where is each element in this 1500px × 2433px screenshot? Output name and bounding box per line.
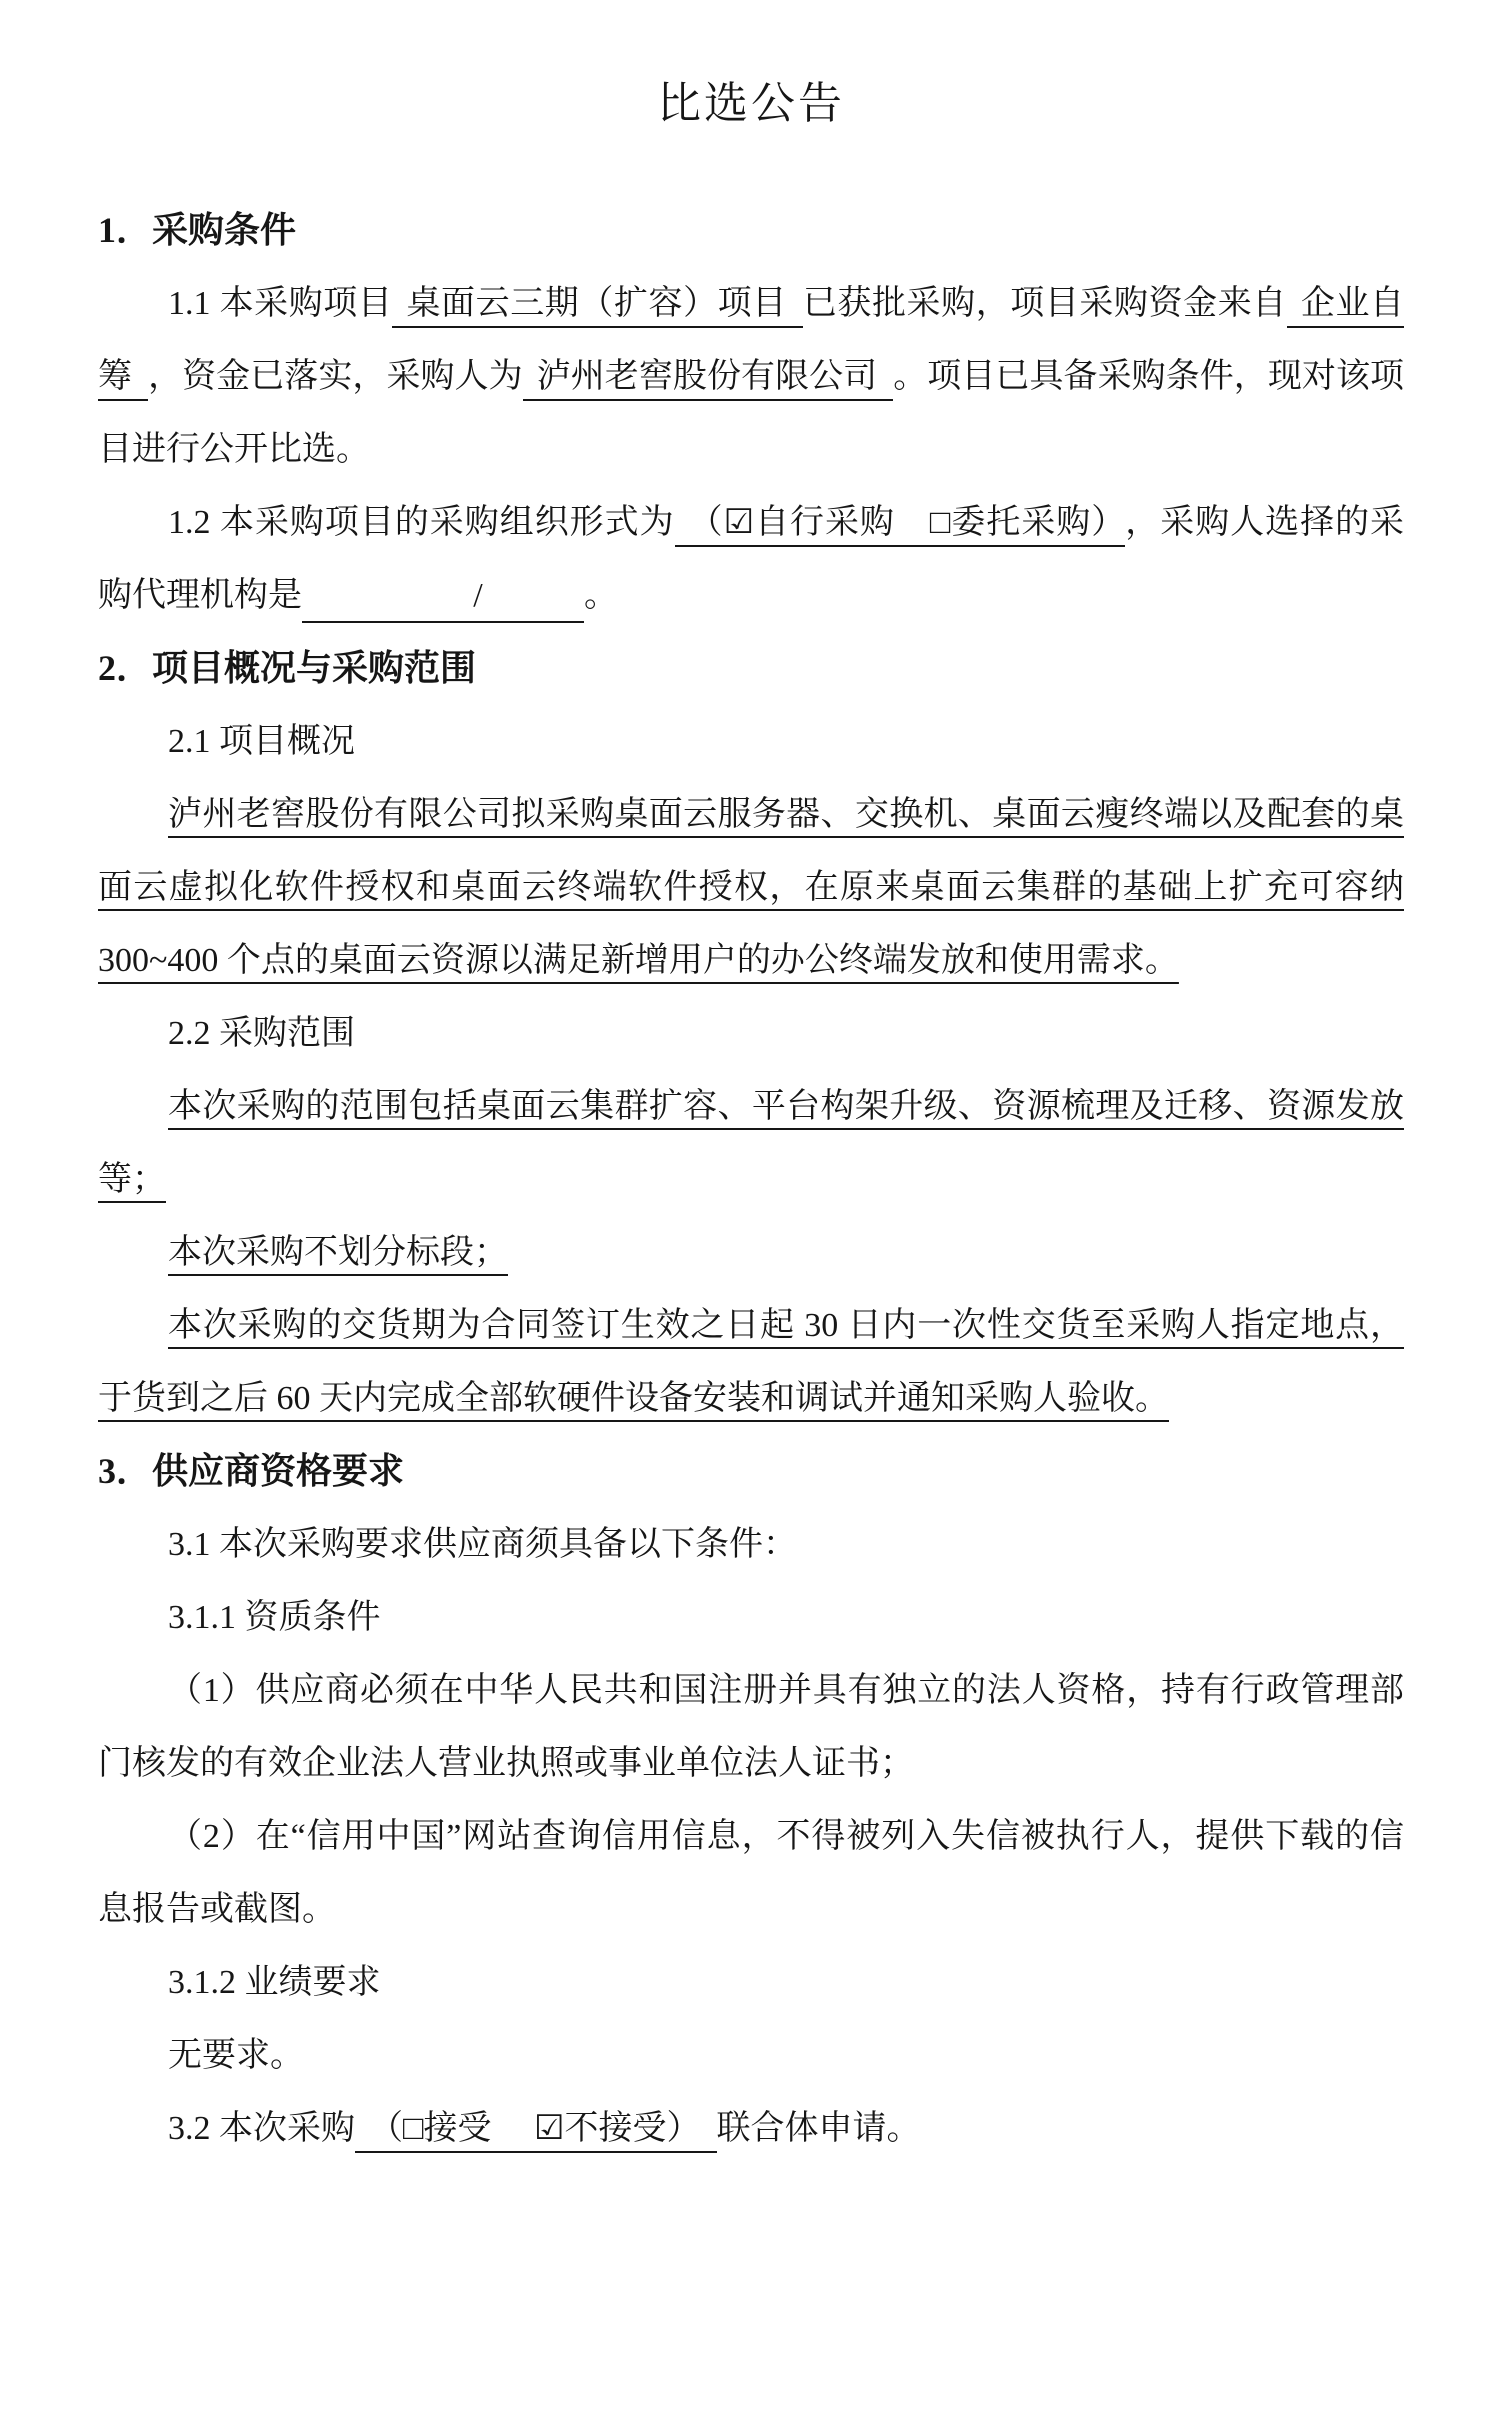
para-2-2-lots — [98, 1216, 1404, 1289]
checkbox-unchecked-icon: □ — [403, 2110, 424, 2153]
checkbox-checked-icon: ☑ — [724, 504, 754, 547]
para-2-1-heading — [98, 705, 1404, 778]
underlined-segment: 自行采购 — [754, 504, 930, 547]
underlined-segment: 接受 — [424, 2110, 535, 2153]
underlined-segment: 不接受） — [565, 2110, 717, 2153]
underlined-segment: 桌面云三期（扩容）项目 — [392, 285, 802, 328]
document-title: 比选公告 — [657, 79, 845, 128]
text-segment: 本次采购的交货期为合同签订生效之日起 30 日内一次性交货至采购人指定地点，于货到之后 60 天内完成全部软硬件设备安装和调试并通知采购人验收。 — [98, 1307, 1404, 1417]
text-segment: 。 — [584, 577, 618, 614]
text-segment: 3.2 本次采购 — [168, 2110, 355, 2147]
para-1-1 — [98, 267, 1404, 486]
text-segment: 2．项目概况与采购范围 — [98, 648, 477, 688]
para-2-2-delivery — [98, 1289, 1404, 1435]
para-3-1-1-item-2 — [98, 1800, 1404, 1946]
document-body — [98, 194, 1404, 2165]
para-2-2-scope — [98, 1070, 1404, 1216]
text-segment: 无要求。 — [168, 2037, 304, 2074]
text-segment: （1）供应商必须在中华人民共和国注册并具有独立的法人资格，持有行政管理部门核发的有效企业法人营业执照或事业单位法人证书； — [98, 1672, 1404, 1782]
para-3-1-1-heading — [98, 1581, 1404, 1654]
text-segment: 1.2 本采购项目的采购组织形式为 — [168, 504, 675, 541]
para-3-1-2-heading — [98, 1946, 1404, 2019]
underlined-segment: 企业自筹 — [98, 285, 1404, 401]
para-1-2 — [98, 486, 1404, 632]
text-segment: 泸州老窖股份有限公司拟采购桌面云服务器、交换机、桌面云瘦终端以及配套的桌面云虚拟化软件授权和桌面云终端软件授权，在原来桌面云集群的基础上扩充可容纳 300~400 个点的桌面云资源以满足新增用户的办公终端发放和使用需求。 — [98, 796, 1404, 979]
checkbox-checked-icon: ☑ — [534, 2110, 564, 2153]
text-segment: 1．采购条件 — [98, 210, 297, 250]
text-segment: 本次采购的范围包括桌面云集群扩容、平台构架升级、资源梳理及迁移、资源发放等； — [98, 1088, 1404, 1198]
text-segment: 联合体申请。 — [716, 2110, 921, 2147]
text-segment: 3.1.2 业绩要求 — [168, 1964, 381, 2001]
agency-blank-field: / — [302, 575, 584, 623]
para-3-1-2-content — [98, 2019, 1404, 2092]
underlined-segment: 委托采购） — [951, 504, 1125, 547]
text-segment: 3.1.1 资质条件 — [168, 1599, 381, 1636]
para-3-2 — [98, 2092, 1404, 2165]
text-segment: 已获批采购，项目采购资金来自 — [802, 285, 1287, 322]
underlined-segment: （ — [675, 504, 724, 547]
para-2-2-heading — [98, 997, 1404, 1070]
text-segment: 2.1 项目概况 — [168, 723, 355, 760]
underlined-segment: 泸州老窖股份有限公司 — [523, 358, 894, 401]
para-3-1-1-item-1 — [98, 1654, 1404, 1800]
section-1-heading — [98, 194, 1404, 267]
text-segment: （2）在“信用中国”网站查询信用信息，不得被列入失信被执行人，提供下载的信息报告或截图。 — [98, 1818, 1404, 1928]
text-segment: 本次采购不划分标段； — [168, 1234, 508, 1271]
section-3-heading — [98, 1435, 1404, 1508]
para-3-1 — [98, 1508, 1404, 1581]
section-2-heading — [98, 632, 1404, 705]
text-segment: ，资金已落实，采购人为 — [148, 358, 523, 395]
text-segment: 3.1 本次采购要求供应商须具备以下条件： — [168, 1526, 797, 1563]
text-segment: 3．供应商资格要求 — [98, 1451, 405, 1491]
underlined-segment: （ — [355, 2110, 403, 2153]
text-segment: 1.1 本采购项目 — [168, 285, 393, 322]
text-segment: ，采购人选择的采购代理机构是 — [98, 504, 1405, 614]
text-segment: 2.2 采购范围 — [168, 1015, 355, 1052]
text-segment: 。项目已具备采购条件，现对该项目进行公开比选。 — [98, 358, 1405, 468]
para-2-1-overview — [98, 778, 1404, 997]
checkbox-unchecked-icon: □ — [930, 504, 952, 547]
